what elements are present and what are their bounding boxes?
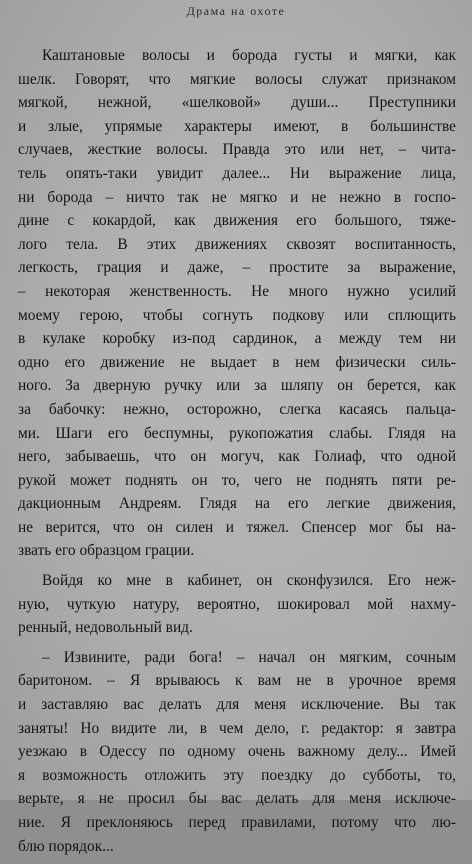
text-line: рукой может поднять он то, чего не поднять пяти ре-: [18, 471, 456, 489]
body-text: [18, 44, 456, 864]
text-line: не верится, что он силен и тяжел. Спенсер мог бы на-: [18, 518, 456, 536]
text-line: шелк. Говорят, что мягкие волосы служат признаком: [18, 70, 456, 88]
text-line: за бабочку: нежно, осторожно, слегка касаясь пальца-: [18, 400, 456, 418]
running-head: Драма на охоте: [186, 4, 286, 18]
text-line: случаев, жесткие волосы. Правда это или нет, – чита-: [18, 141, 456, 159]
paragraph: [18, 44, 456, 563]
text-line: ни борода – ничто так не мягко и не нежно в госпо-: [18, 188, 456, 206]
text-line: мягкой, нежной, «шелковой» души... Преступники: [18, 94, 456, 112]
text-line: и заставляю вас делать для меня исключение. Вы так: [18, 696, 456, 714]
text-line: легкость, грация и даже, – простите за выражение,: [18, 259, 456, 277]
text-line: него, забываешь, что он могуч, как Голиаф, что одной: [18, 448, 456, 466]
text-line: звать его образцом грации.: [18, 542, 195, 560]
paragraph: [18, 569, 456, 640]
text-line: в кулаке коробку из-под сардинок, а между тем ни: [18, 330, 456, 348]
text-line: я возможность отложить эту поездку до субботы, то,: [18, 766, 456, 784]
text-line: Войдя ко мне в кабинет, он сконфузился. Его неж-: [42, 572, 456, 590]
text-line: верьте, я не просил бы вас делать для меня исключе-: [18, 790, 456, 808]
text-line: ную, чуткую натуру, вероятно, шокировал мой нахму-: [18, 595, 456, 613]
text-line: ние. Я преклоняюсь перед правилами, потому что лю-: [18, 814, 456, 831]
text-line: – Извините, ради бога! – начал он мягким, сочным: [42, 648, 456, 666]
text-line: тель опять-таки увидит далее... Ни выражение лица,: [18, 164, 456, 182]
text-line: дакционным Андреям. Глядя на его легкие движения,: [18, 495, 456, 513]
text-line: ного. За дверную ручку или за шляпу он берется, как: [18, 377, 456, 395]
text-line: уезжаю в Одессу по одному очень важному делу... Имей: [18, 743, 456, 761]
text-line: блю порядок...: [18, 837, 114, 855]
text-line: – некоторая женственность. Не много нужно усилий: [18, 282, 456, 300]
text-line: баритоном. – Я врываюсь к вам не в урочное время: [18, 672, 456, 690]
text-line: ми. Шаги его беспумны, рукопожатия слабы. Глядя на: [18, 424, 456, 442]
text-line: ренный, недовольный вид.: [18, 619, 193, 637]
text-line: и злые, упрямые характеры имеют, в большинстве: [18, 117, 456, 135]
paragraph: [18, 646, 456, 858]
text-line: дине с кокардой, как движения его большого, тяже-: [18, 212, 456, 230]
text-line: Каштановые волосы и борода густы и мягки, как: [42, 47, 456, 64]
text-line: заняты! Но видите ли, в чем дело, г. редактор: я завтра: [18, 719, 456, 737]
text-line: одно его движение не выдает в нем физически силь-: [18, 353, 456, 371]
text-line: моему герою, чтобы согнуть подкову или сплющить: [18, 306, 456, 324]
text-line: лого тела. В этих движениях сквозят воспитанность,: [18, 235, 456, 253]
